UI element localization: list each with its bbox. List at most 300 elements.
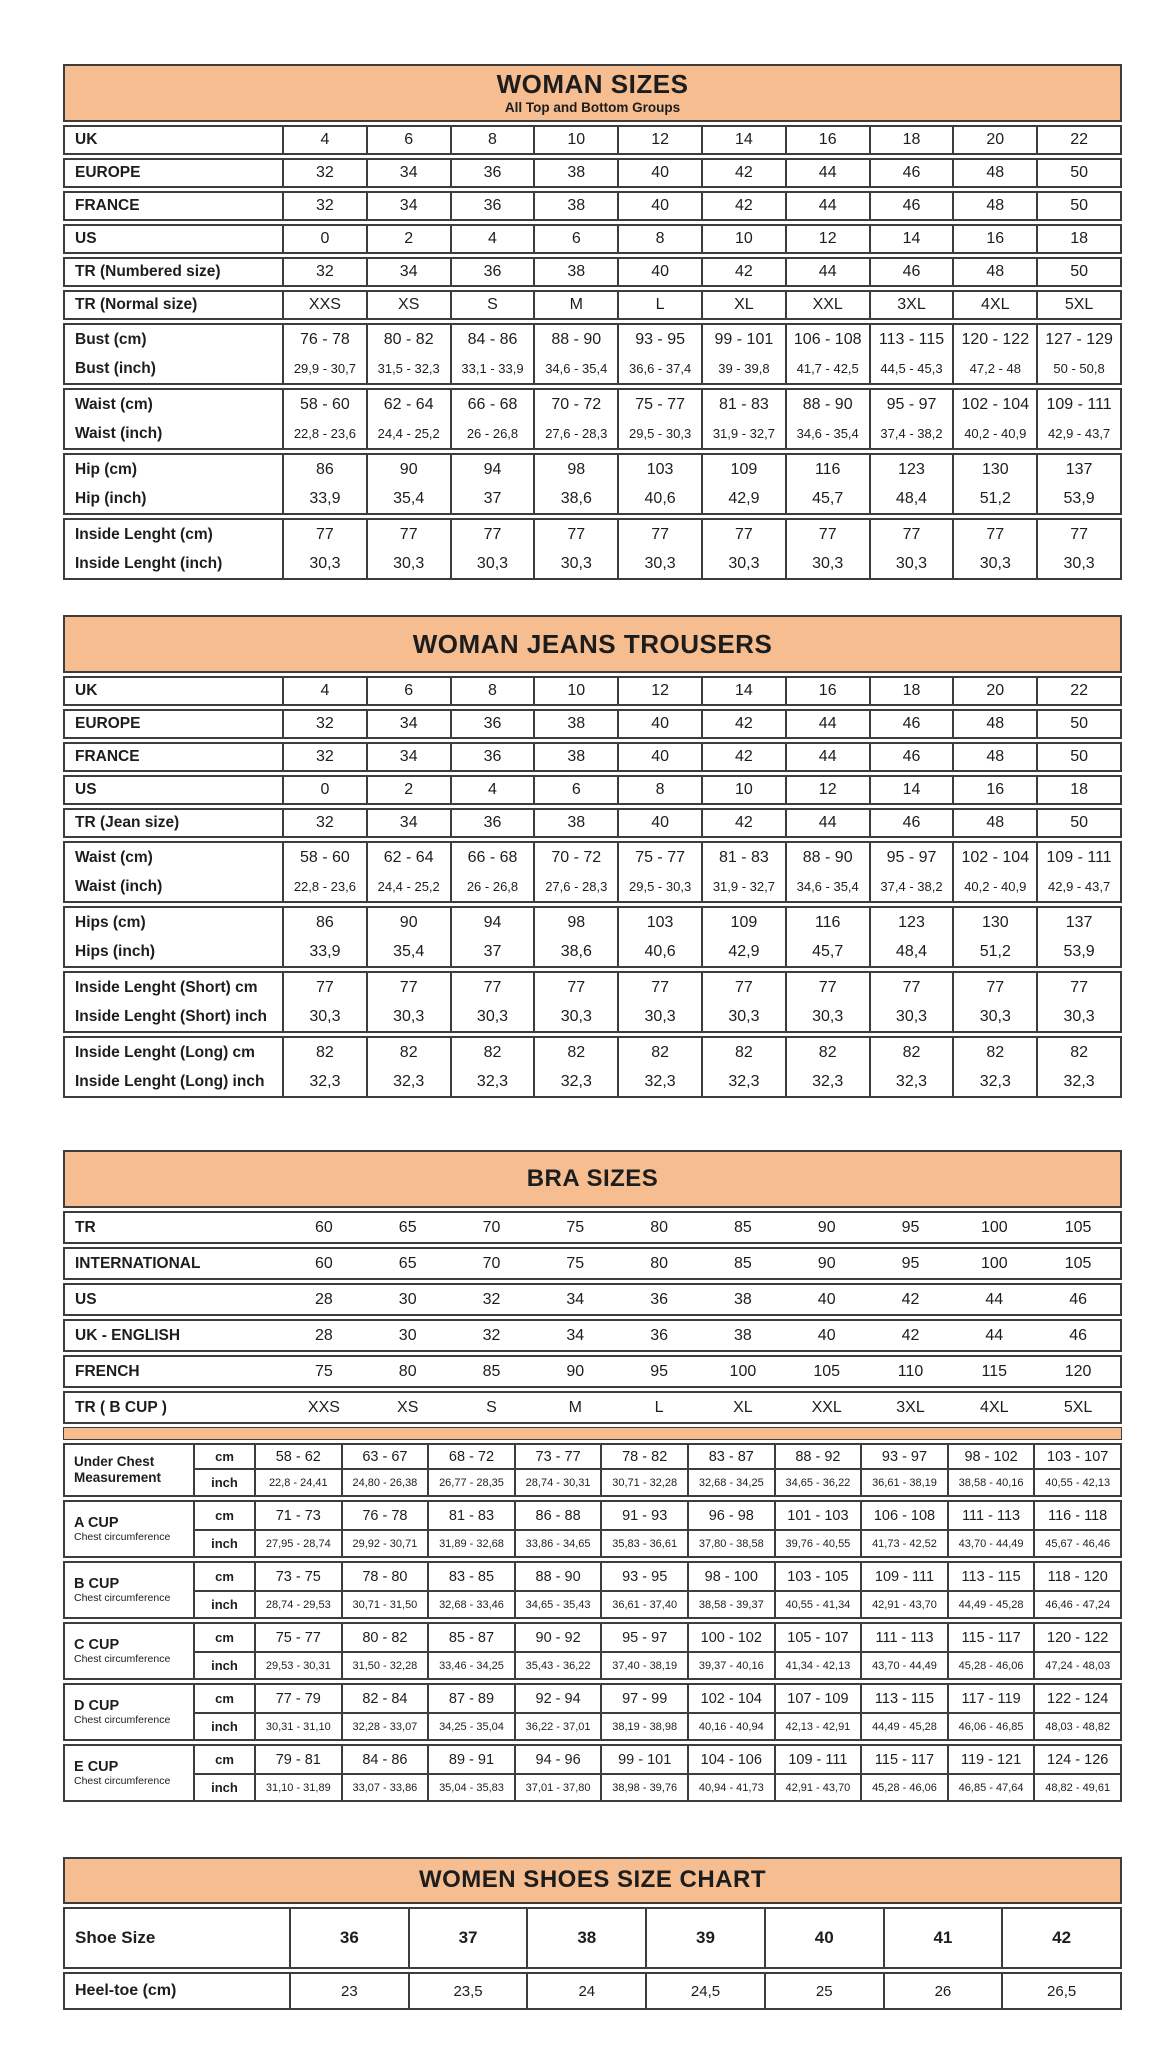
size-row-group [63, 224, 1122, 254]
measure-cell: 68 - 72 [427, 1445, 514, 1470]
table-row [65, 810, 1120, 836]
measure-cell: 92 - 94 [514, 1685, 601, 1714]
bra-size-cell: 110 [897, 1362, 924, 1380]
measure-cell: 98 - 100 [687, 1563, 774, 1592]
bra-size-cell: 105 [1064, 1218, 1092, 1236]
size-cell: 48 [952, 193, 1036, 219]
size-cell: 48 [952, 711, 1036, 737]
measure-cell: 73 - 77 [514, 1445, 601, 1470]
measure-cell: 82 - 84 [341, 1685, 428, 1714]
measurement-sublabel: Chest circumference [74, 1653, 171, 1666]
size-cell: 42 [701, 744, 785, 770]
size-cell: 18 [1036, 777, 1120, 803]
size-cell: 38 [533, 711, 617, 737]
size-row-group [63, 388, 1122, 450]
measure-cell: 44,49 - 45,28 [860, 1714, 947, 1739]
bra-size-cell: 80 [650, 1254, 668, 1272]
measure-cell: 76 - 78 [341, 1502, 428, 1531]
size-cell: 77 [450, 520, 534, 549]
row-label: Waist (cm) [75, 395, 153, 413]
table-row [65, 1357, 1120, 1386]
size-cell: 30,3 [785, 1002, 869, 1031]
size-cell: 36 [450, 193, 534, 219]
measurement-label [65, 1502, 193, 1556]
size-cell: 34 [366, 711, 450, 737]
size-cell: XXS [282, 292, 366, 318]
measure-cell: 86 - 88 [514, 1502, 601, 1531]
measure-cell: 63 - 67 [341, 1445, 428, 1470]
measure-cell: 93 - 95 [600, 1563, 687, 1592]
measure-cell: 33,86 - 34,65 [514, 1531, 601, 1556]
size-cell: 40 [617, 711, 701, 737]
size-cell: 10 [533, 127, 617, 153]
size-row-group [63, 808, 1122, 838]
measure-cell: 24,80 - 26,38 [341, 1470, 428, 1495]
size-cell: 32 [282, 810, 366, 836]
measure-cell: 58 - 62 [254, 1445, 341, 1470]
bra-size-cell: 105 [813, 1362, 841, 1380]
shoe-cell: 40 [764, 1909, 883, 1967]
row-label: Bust (inch) [75, 359, 156, 377]
unit-cell: inch [193, 1653, 254, 1678]
size-cell: 33,9 [282, 484, 366, 513]
bra-sizes-rows [63, 1211, 1122, 1802]
size-cell: 95 - 97 [869, 390, 953, 419]
size-cell: 130 [952, 455, 1036, 484]
size-cell: S [450, 292, 534, 318]
size-cell: 30,3 [366, 549, 450, 578]
bra-size-cell: S [486, 1398, 497, 1416]
size-row-group [63, 158, 1122, 188]
size-cell: 90 [366, 908, 450, 937]
size-cell: 109 - 111 [1036, 390, 1120, 419]
size-row-group [63, 775, 1122, 805]
size-row-group [63, 971, 1122, 1033]
measurement-sublabel: Chest circumference [74, 1775, 171, 1788]
size-cell: 50 [1036, 193, 1120, 219]
size-cell: 26 - 26,8 [450, 419, 534, 448]
size-cell: 46 [869, 160, 953, 186]
measure-cell: 41,73 - 42,52 [860, 1531, 947, 1556]
measurement-name: D CUP [74, 1697, 120, 1714]
size-row-group [63, 453, 1122, 515]
measure-cell: 39,37 - 40,16 [687, 1653, 774, 1678]
size-cell: 113 - 115 [869, 325, 953, 354]
size-cell: 76 - 78 [282, 325, 366, 354]
unit-cell: cm [193, 1624, 254, 1653]
size-cell: 137 [1036, 455, 1120, 484]
bra-size-cell: XXL [811, 1398, 842, 1416]
measure-cell: 45,67 - 46,46 [1033, 1531, 1120, 1556]
measure-cell: 26,77 - 28,35 [427, 1470, 514, 1495]
measure-cell: 30,31 - 31,10 [254, 1714, 341, 1739]
size-cell: 16 [785, 127, 869, 153]
size-cell: 35,4 [366, 484, 450, 513]
measurement-sublabel: Chest circumference [74, 1714, 171, 1727]
measure-cell: 42,91 - 43,70 [860, 1592, 947, 1617]
size-cell: 77 [366, 520, 450, 549]
size-cell: 37 [450, 937, 534, 966]
size-cell: 66 - 68 [450, 843, 534, 872]
row-label: Hips (cm) [75, 913, 146, 931]
size-cell: 109 [701, 455, 785, 484]
measure-cell: 100 - 102 [687, 1624, 774, 1653]
size-cell: 34,6 - 35,4 [785, 419, 869, 448]
measurement-label [65, 1563, 193, 1617]
bra-size-cell: 40 [817, 1326, 836, 1344]
row-label: Waist (inch) [75, 877, 163, 895]
measure-cell: 31,89 - 32,68 [427, 1531, 514, 1556]
size-cell: 32,3 [869, 1067, 953, 1096]
size-cell: 32 [282, 744, 366, 770]
measure-cell: 117 - 119 [947, 1685, 1034, 1714]
row-label: FRANCE [75, 197, 140, 214]
size-cell: 50 [1036, 160, 1120, 186]
size-row-group [63, 906, 1122, 968]
measure-cell: 43,70 - 44,49 [860, 1653, 947, 1678]
size-cell: 40,2 - 40,9 [952, 419, 1036, 448]
measure-cell: 88 - 92 [774, 1445, 861, 1470]
size-cell: 48,4 [869, 937, 953, 966]
shoe-cell: 24 [526, 1974, 645, 2008]
size-cell: 40,6 [617, 484, 701, 513]
size-cell: 16 [952, 777, 1036, 803]
table-row [65, 259, 1120, 285]
size-cell: 94 [450, 908, 534, 937]
size-cell: 34,6 - 35,4 [533, 354, 617, 383]
table-row [65, 455, 1120, 484]
table-row [65, 484, 1120, 513]
size-cell: 32 [282, 259, 366, 285]
measure-cell: 47,24 - 48,03 [1033, 1653, 1120, 1678]
row-label: EUROPE [75, 164, 141, 181]
measure-cell: 104 - 106 [687, 1746, 774, 1775]
measure-cell: 109 - 111 [774, 1746, 861, 1775]
bra-sizes-title: BRA SIZES [526, 1164, 659, 1192]
table-row [65, 1974, 1120, 2008]
woman-sizes-table [63, 64, 1122, 580]
size-cell: 88 - 90 [785, 843, 869, 872]
size-cell: 38 [533, 744, 617, 770]
size-row-group [63, 709, 1122, 739]
bra-system-row-group [63, 1283, 1122, 1316]
shoe-cell: 26,5 [1001, 1974, 1120, 2008]
measure-cell: 115 - 117 [947, 1624, 1034, 1653]
measure-cell: 122 - 124 [1033, 1685, 1120, 1714]
size-cell: 29,9 - 30,7 [282, 354, 366, 383]
size-cell: 93 - 95 [617, 325, 701, 354]
measure-cell: 39,76 - 40,55 [774, 1531, 861, 1556]
size-cell: 46 [869, 259, 953, 285]
measure-cell: 44,49 - 45,28 [947, 1592, 1034, 1617]
size-chart-content [63, 64, 1122, 2045]
size-cell: 50 [1036, 711, 1120, 737]
size-row-group [63, 290, 1122, 320]
measure-cell: 107 - 109 [774, 1685, 861, 1714]
bra-size-cell: 75 [315, 1362, 333, 1380]
bra-size-cell: 100 [980, 1218, 1008, 1236]
measure-cell: 46,46 - 47,24 [1033, 1592, 1120, 1617]
size-cell: 42 [701, 193, 785, 219]
bra-size-cell: 70 [482, 1218, 501, 1236]
size-cell: 77 [952, 973, 1036, 1002]
table-row [65, 390, 1120, 419]
size-cell: 45,7 [785, 937, 869, 966]
row-label: TR (Normal size) [75, 296, 198, 313]
size-cell: 37 [450, 484, 534, 513]
size-cell: 41,7 - 42,5 [785, 354, 869, 383]
measure-cell: 37,01 - 37,80 [514, 1775, 601, 1800]
size-cell: 6 [533, 226, 617, 252]
measurement-sublabel: Chest circumference [74, 1592, 171, 1605]
bra-size-cell: 32 [482, 1290, 501, 1308]
table-row [65, 292, 1120, 318]
measure-cell: 27,95 - 28,74 [254, 1531, 341, 1556]
measure-cell: 90 - 92 [514, 1624, 601, 1653]
size-cell: 82 [282, 1038, 366, 1067]
size-cell: 10 [701, 226, 785, 252]
size-cell: 32,3 [1036, 1067, 1120, 1096]
size-cell: XL [701, 292, 785, 318]
measure-cell: 85 - 87 [427, 1624, 514, 1653]
size-cell: 33,9 [282, 937, 366, 966]
size-cell: 88 - 90 [785, 390, 869, 419]
measure-cell: 80 - 82 [341, 1624, 428, 1653]
size-cell: 44 [785, 744, 869, 770]
size-cell: 48 [952, 744, 1036, 770]
table-row [65, 908, 1120, 937]
size-cell: 31,5 - 32,3 [366, 354, 450, 383]
table-row [65, 520, 1120, 549]
measure-cell: 37,80 - 38,58 [687, 1531, 774, 1556]
size-cell: 6 [533, 777, 617, 803]
size-cell: 30,3 [785, 549, 869, 578]
size-cell: 3XL [869, 292, 953, 318]
size-cell: 30,3 [450, 1002, 534, 1031]
table-row [65, 973, 1120, 1002]
size-cell: 75 - 77 [617, 390, 701, 419]
bra-size-cell: 105 [1064, 1254, 1092, 1272]
size-cell: 32,3 [450, 1067, 534, 1096]
size-cell: 42,9 [701, 937, 785, 966]
measure-cell: 35,83 - 36,61 [600, 1531, 687, 1556]
size-cell: 82 [701, 1038, 785, 1067]
size-cell: 82 [785, 1038, 869, 1067]
size-cell: 30,3 [1036, 549, 1120, 578]
table-row [65, 937, 1120, 966]
table-row [65, 678, 1120, 704]
size-cell: 32 [282, 711, 366, 737]
measure-cell: 30,71 - 32,28 [600, 1470, 687, 1495]
size-cell: 32,3 [366, 1067, 450, 1096]
table-row [65, 1909, 1120, 1967]
table-row [65, 160, 1120, 186]
size-cell: 38 [533, 810, 617, 836]
measure-cell: 38,98 - 39,76 [600, 1775, 687, 1800]
size-cell: 40,6 [617, 937, 701, 966]
size-cell: 4 [282, 678, 366, 704]
size-cell: 18 [869, 127, 953, 153]
bra-size-cell: 38 [734, 1326, 752, 1344]
size-cell: 77 [617, 520, 701, 549]
size-cell: 2 [366, 226, 450, 252]
bra-size-cell: 70 [482, 1254, 501, 1272]
size-cell: 46 [869, 711, 953, 737]
size-cell: 34 [366, 810, 450, 836]
measure-cell: 43,70 - 44,49 [947, 1531, 1034, 1556]
size-cell: 2 [366, 777, 450, 803]
bra-sizes-table [63, 1150, 1122, 1802]
measure-cell: 88 - 90 [514, 1563, 601, 1592]
size-cell: 39 - 39,8 [701, 354, 785, 383]
measure-cell: 38,19 - 38,98 [600, 1714, 687, 1739]
shoe-cell: 24,5 [645, 1974, 764, 2008]
bra-size-cell: 95 [901, 1218, 920, 1236]
size-cell: XS [366, 292, 450, 318]
bra-size-cell: 90 [817, 1254, 836, 1272]
size-cell: 102 - 104 [952, 390, 1036, 419]
bra-system-row-group [63, 1247, 1122, 1280]
measure-cell: 40,55 - 42,13 [1033, 1470, 1120, 1495]
size-cell: 48,4 [869, 484, 953, 513]
measure-cell: 113 - 115 [947, 1563, 1034, 1592]
size-cell: 8 [450, 127, 534, 153]
table-row [65, 325, 1120, 354]
size-cell: 137 [1036, 908, 1120, 937]
size-cell: 50 [1036, 744, 1120, 770]
size-cell: 82 [1036, 1038, 1120, 1067]
size-cell: 77 [1036, 973, 1120, 1002]
size-cell: 82 [366, 1038, 450, 1067]
bra-size-cell: XS [397, 1398, 419, 1416]
size-cell: 31,9 - 32,7 [701, 872, 785, 901]
bra-size-cell: 85 [734, 1218, 752, 1236]
size-cell: 32,3 [701, 1067, 785, 1096]
table-row [65, 1321, 1120, 1350]
measure-cell: 40,16 - 40,94 [687, 1714, 774, 1739]
size-cell: 29,5 - 30,3 [617, 872, 701, 901]
row-label: Inside Lenght (Short) cm [75, 978, 258, 996]
table-row [65, 1002, 1120, 1031]
size-cell: 42,9 - 43,7 [1036, 419, 1120, 448]
table-row [65, 1067, 1120, 1096]
bra-size-cell: 75 [566, 1218, 585, 1236]
measure-cell: 28,74 - 29,53 [254, 1592, 341, 1617]
measurement-label [65, 1685, 193, 1739]
row-label: UK [75, 682, 98, 699]
unit-cell: cm [193, 1563, 254, 1592]
measure-cell: 103 - 107 [1033, 1445, 1120, 1470]
size-cell: 51,2 [952, 484, 1036, 513]
measure-cell: 103 - 105 [774, 1563, 861, 1592]
size-row-group [63, 676, 1122, 706]
size-cell: 38 [533, 259, 617, 285]
size-cell: 36 [450, 711, 534, 737]
size-cell: 30,3 [366, 1002, 450, 1031]
measure-cell: 101 - 103 [774, 1502, 861, 1531]
measure-cell: 32,68 - 33,46 [427, 1592, 514, 1617]
measurement-group [63, 1443, 1122, 1497]
size-cell: 16 [785, 678, 869, 704]
row-label: TR [75, 1218, 96, 1236]
unit-cell: cm [193, 1685, 254, 1714]
bra-size-cell: 38 [734, 1290, 752, 1308]
shoe-cell: 23 [289, 1974, 408, 2008]
row-label: TR (Numbered size) [75, 263, 221, 280]
size-row-group [63, 191, 1122, 221]
table-row [65, 226, 1120, 252]
shoe-cell: 25 [764, 1974, 883, 2008]
measure-cell: 41,34 - 42,13 [774, 1653, 861, 1678]
bra-size-cell: 80 [650, 1218, 668, 1236]
row-label: Hip (inch) [75, 489, 147, 507]
size-cell: 75 - 77 [617, 843, 701, 872]
measure-cell: 35,04 - 35,83 [427, 1775, 514, 1800]
bra-size-cell: 85 [734, 1254, 752, 1272]
measure-cell: 34,25 - 35,04 [427, 1714, 514, 1739]
size-cell: 34 [366, 193, 450, 219]
size-cell: 20 [952, 127, 1036, 153]
measure-cell: 109 - 111 [860, 1563, 947, 1592]
size-cell: 102 - 104 [952, 843, 1036, 872]
size-cell: 51,2 [952, 937, 1036, 966]
measure-cell: 33,07 - 33,86 [341, 1775, 428, 1800]
row-label: INTERNATIONAL [75, 1254, 201, 1272]
size-cell: 103 [617, 908, 701, 937]
measure-cell: 36,61 - 38,19 [860, 1470, 947, 1495]
row-label: Hips (inch) [75, 942, 156, 960]
bra-size-cell: 60 [315, 1254, 333, 1272]
measurement-label [65, 1746, 193, 1800]
size-row-group [63, 518, 1122, 580]
unit-cell: inch [193, 1470, 254, 1495]
size-cell: 8 [617, 777, 701, 803]
size-cell: 77 [869, 973, 953, 1002]
size-cell: 30,3 [869, 549, 953, 578]
size-cell: 109 - 111 [1036, 843, 1120, 872]
size-cell: 77 [869, 520, 953, 549]
bra-size-cell: 30 [398, 1326, 417, 1344]
measure-cell: 111 - 113 [860, 1624, 947, 1653]
women-shoes-rows [63, 1907, 1122, 2010]
size-cell: 8 [617, 226, 701, 252]
bra-size-cell: 115 [981, 1362, 1008, 1380]
size-cell: 4 [282, 127, 366, 153]
measure-cell: 105 - 107 [774, 1624, 861, 1653]
size-cell: 10 [533, 678, 617, 704]
size-cell: 34,6 - 35,4 [785, 872, 869, 901]
size-cell: 70 - 72 [533, 390, 617, 419]
bra-size-cell: 44 [985, 1290, 1004, 1308]
size-cell: 42 [701, 160, 785, 186]
size-cell: 94 [450, 455, 534, 484]
measure-cell: 35,43 - 36,22 [514, 1653, 601, 1678]
size-cell: 48 [952, 160, 1036, 186]
size-cell: 32,3 [617, 1067, 701, 1096]
bra-size-cell: 44 [985, 1326, 1004, 1344]
bra-size-cell: 65 [398, 1218, 417, 1236]
size-cell: 38 [533, 160, 617, 186]
measurement-sublabel: Chest circumference [74, 1531, 171, 1544]
woman-sizes-title: WOMAN SIZES [496, 69, 689, 100]
size-row-group [63, 125, 1122, 155]
bra-size-cell: 100 [729, 1362, 757, 1380]
shoe-row-group [63, 1907, 1122, 1969]
bra-size-cell: 65 [398, 1254, 417, 1272]
row-label: Waist (inch) [75, 424, 163, 442]
measure-cell: 42,91 - 43,70 [774, 1775, 861, 1800]
bra-size-cell: 32 [482, 1326, 501, 1344]
